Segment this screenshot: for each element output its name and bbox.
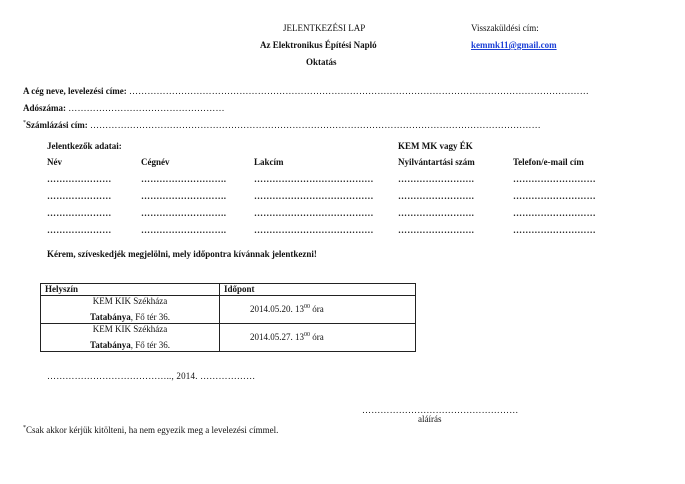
applicant-company-field[interactable]: ………………………. bbox=[141, 208, 227, 218]
course-subtitle: Oktatás bbox=[306, 57, 337, 67]
tax-number-label: Adószáma: bbox=[23, 103, 66, 113]
applicant-name-field[interactable]: ………………… bbox=[47, 174, 112, 184]
applicant-contact-field[interactable]: ……………………… bbox=[513, 174, 596, 184]
location-name: KEM KIK Székháza bbox=[92, 296, 168, 306]
session-time-minutes: 00 bbox=[304, 304, 310, 310]
location-address bbox=[45, 340, 215, 351]
column-address: Lakcím bbox=[254, 157, 284, 167]
location-name: KEM KIK Székháza bbox=[92, 324, 168, 334]
applicant-registry-field[interactable]: ……………………. bbox=[398, 208, 475, 218]
applicant-address-field[interactable]: ………………………………… bbox=[254, 174, 374, 184]
date-cell bbox=[220, 324, 416, 352]
applicant-name-field[interactable]: ………………… bbox=[47, 208, 112, 218]
location-cell bbox=[41, 296, 220, 324]
applicant-name-field[interactable]: ………………… bbox=[47, 225, 112, 235]
billing-address-field[interactable]: ………………………………………………………………………………………………………………………………… bbox=[89, 120, 541, 130]
session-time-minutes: 00 bbox=[304, 332, 310, 338]
footnote-mark: * bbox=[23, 425, 26, 431]
header-date: Időpont bbox=[220, 284, 416, 296]
location-city: Tatabánya bbox=[90, 312, 131, 322]
course-title: Az Elektronikus Építési Napló bbox=[260, 40, 377, 50]
applicant-contact-field[interactable]: ……………………… bbox=[513, 191, 596, 201]
applicant-registry-field[interactable]: ……………………. bbox=[398, 225, 475, 235]
tax-number-line bbox=[23, 103, 225, 114]
return-address-label: Visszaküldési cím: bbox=[471, 23, 539, 33]
applicant-company-field[interactable]: ………………………. bbox=[141, 191, 227, 201]
billing-address-label: Számlázási cím: bbox=[26, 120, 88, 130]
header-location: Helyszín bbox=[41, 284, 220, 296]
session-date: 2014.05.20. 13 bbox=[250, 304, 304, 314]
signature-field[interactable]: …………………………………………… bbox=[362, 405, 519, 415]
location-street: , Fő tér 36. bbox=[130, 340, 170, 350]
table-header-row bbox=[41, 284, 416, 296]
column-name: Név bbox=[47, 157, 62, 167]
company-name-field[interactable]: …………………………………………………………………………………………………………………………………… bbox=[128, 86, 589, 96]
table-row[interactable] bbox=[41, 296, 416, 324]
company-name-label: A cég neve, levelezési címe: bbox=[23, 86, 127, 96]
session-time-unit: óra bbox=[310, 332, 324, 342]
date-cell bbox=[220, 296, 416, 324]
footnote bbox=[23, 425, 278, 436]
footnote-text: Csak akkor kérjük kitölteni, ha nem egyezik meg a levelezési címmel. bbox=[26, 425, 279, 435]
signature-label: aláírás bbox=[418, 414, 442, 424]
column-contact: Telefon/e-mail cím bbox=[513, 157, 584, 167]
form-title: JELENTKEZÉSI LAP bbox=[283, 23, 366, 33]
applicant-contact-field[interactable]: ……………………… bbox=[513, 208, 596, 218]
location-city: Tatabánya bbox=[90, 340, 131, 350]
applicants-title: Jelentkezők adatai: bbox=[47, 141, 122, 151]
company-name-line bbox=[23, 86, 589, 97]
request-instruction: Kérem, szíveskedjék megjelölni, mely időpontra kívánnak jelentkezni! bbox=[47, 249, 317, 259]
applicant-name-field[interactable]: ………………… bbox=[47, 191, 112, 201]
table-row[interactable] bbox=[41, 324, 416, 352]
applicant-address-field[interactable]: ………………………………… bbox=[254, 191, 374, 201]
session-table bbox=[40, 283, 416, 352]
return-email-link[interactable]: kemmk11@gmail.com bbox=[471, 40, 557, 50]
applicant-registry-field[interactable]: ……………………. bbox=[398, 174, 475, 184]
applicant-address-field[interactable]: ………………………………… bbox=[254, 208, 374, 218]
footnote-mark: * bbox=[23, 120, 26, 126]
applicant-address-field[interactable]: ………………………………… bbox=[254, 225, 374, 235]
billing-address-line bbox=[23, 120, 541, 131]
column-company: Cégnév bbox=[141, 157, 170, 167]
applicant-contact-field[interactable]: ……………………… bbox=[513, 225, 596, 235]
location-cell bbox=[41, 324, 220, 352]
tax-number-field[interactable]: …………………………………………… bbox=[68, 103, 225, 113]
location-address bbox=[45, 312, 215, 323]
session-date: 2014.05.27. 13 bbox=[250, 332, 304, 342]
applicant-company-field[interactable]: ………………………. bbox=[141, 174, 227, 184]
applicant-registry-field[interactable]: ……………………. bbox=[398, 191, 475, 201]
session-time-unit: óra bbox=[310, 304, 324, 314]
place-date-field[interactable]: ………………………………….., 2014. ……………… bbox=[47, 371, 256, 381]
location-street: , Fő tér 36. bbox=[130, 312, 170, 322]
column-registry-number: Nyilvántartási szám bbox=[398, 157, 475, 167]
org-title: KEM MK vagy ÉK bbox=[398, 141, 473, 151]
applicant-company-field[interactable]: ………………………. bbox=[141, 225, 227, 235]
